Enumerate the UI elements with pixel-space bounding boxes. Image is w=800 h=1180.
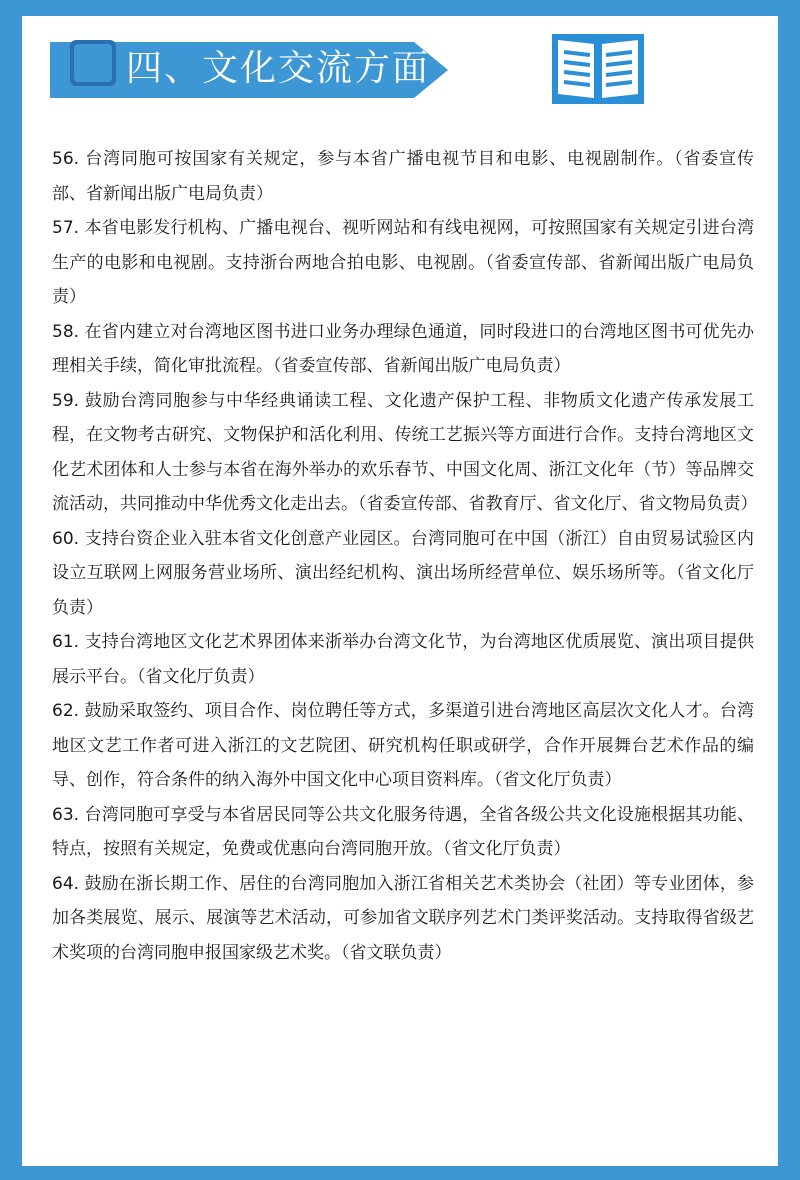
policy-item-56: 56. 台湾同胞可按国家有关规定，参与本省广播电视节目和电影、电视剧制作。（省委宣传部、省新闻出版广电局负责）: [52, 149, 754, 204]
policy-item-58: 58. 在省内建立对台湾地区图书进口业务办理绿色通道，同时段进口的台湾地区图书可优先办理相关手续，简化审批流程。（省委宣传部、省新闻出版广电局负责）: [52, 321, 754, 376]
document-page: [22, 16, 778, 1166]
policy-item-57: 57. 本省电影发行机构、广播电视台、视听网站和有线电视网，可按照国家有关规定引进台湾生产的电影和电视剧。支持浙台两地合拍电影、电视剧。（省委宣传部、省新闻出版广电局负责）: [52, 218, 754, 307]
policy-item-64: 64. 鼓励在浙长期工作、居住的台湾同胞加入浙江省相关艺术类协会（社团）等专业团体，参加各类展览、展示、展演等艺术活动，可参加省文联序列艺术门类评奖活动。支持取得省级艺术奖项的台湾同胞申报国家级艺术奖。（省文联负责）: [52, 873, 754, 963]
policy-item-61: 61. 支持台湾地区文化艺术界团体来浙举办台湾文化节，为台湾地区优质展览、演出项目提供展示平台。（省文化厅负责）: [52, 632, 754, 687]
policy-item-63: 63. 台湾同胞可享受与本省居民同等公共文化服务待遇，全省各级公共文化设施根据其功能、特点，按照有关规定，免费或优惠向台湾同胞开放。（省文化厅负责）: [52, 804, 754, 859]
section-title: 四、文化交流方面: [126, 48, 431, 89]
policy-item-59: 59. 鼓励台湾同胞参与中华经典诵读工程、文化遗产保护工程、非物质文化遗产传承发展工程，在文物考古研究、文物保护和活化利用、传统工艺振兴等方面进行合作。支持台湾地区文化艺术团体和人士参与本省在海外举办的欢乐春节、中国文化周、浙江文化年（节）等品牌交流活动，共同推动中华优秀文化走出去。（省委宣传部、省教育厅、省文化厅、省文物局负责）: [52, 390, 758, 514]
policy-list: [52, 142, 758, 970]
policy-item-60: 60. 支持台资企业入驻本省文化创意产业园区。台湾同胞可在中国（浙江）自由贸易试验区内设立互联网上网服务营业场所、演出经纪机构、演出场所经营单位、娱乐场所等。（省文化厅负责）: [52, 528, 754, 618]
policy-item-62: 62. 鼓励采取签约、项目合作、岗位聘任等方式，多渠道引进台湾地区高层次文化人才。台湾地区文艺工作者可进入浙江的文艺院团、研究机构任职或研学，合作开展舞台艺术作品的编导、创作，符合条件的纳入海外中国文化中心项目资料库。（省文化厅负责）: [52, 701, 754, 790]
book-icon: [550, 28, 646, 106]
section-header-banner: [44, 36, 454, 100]
